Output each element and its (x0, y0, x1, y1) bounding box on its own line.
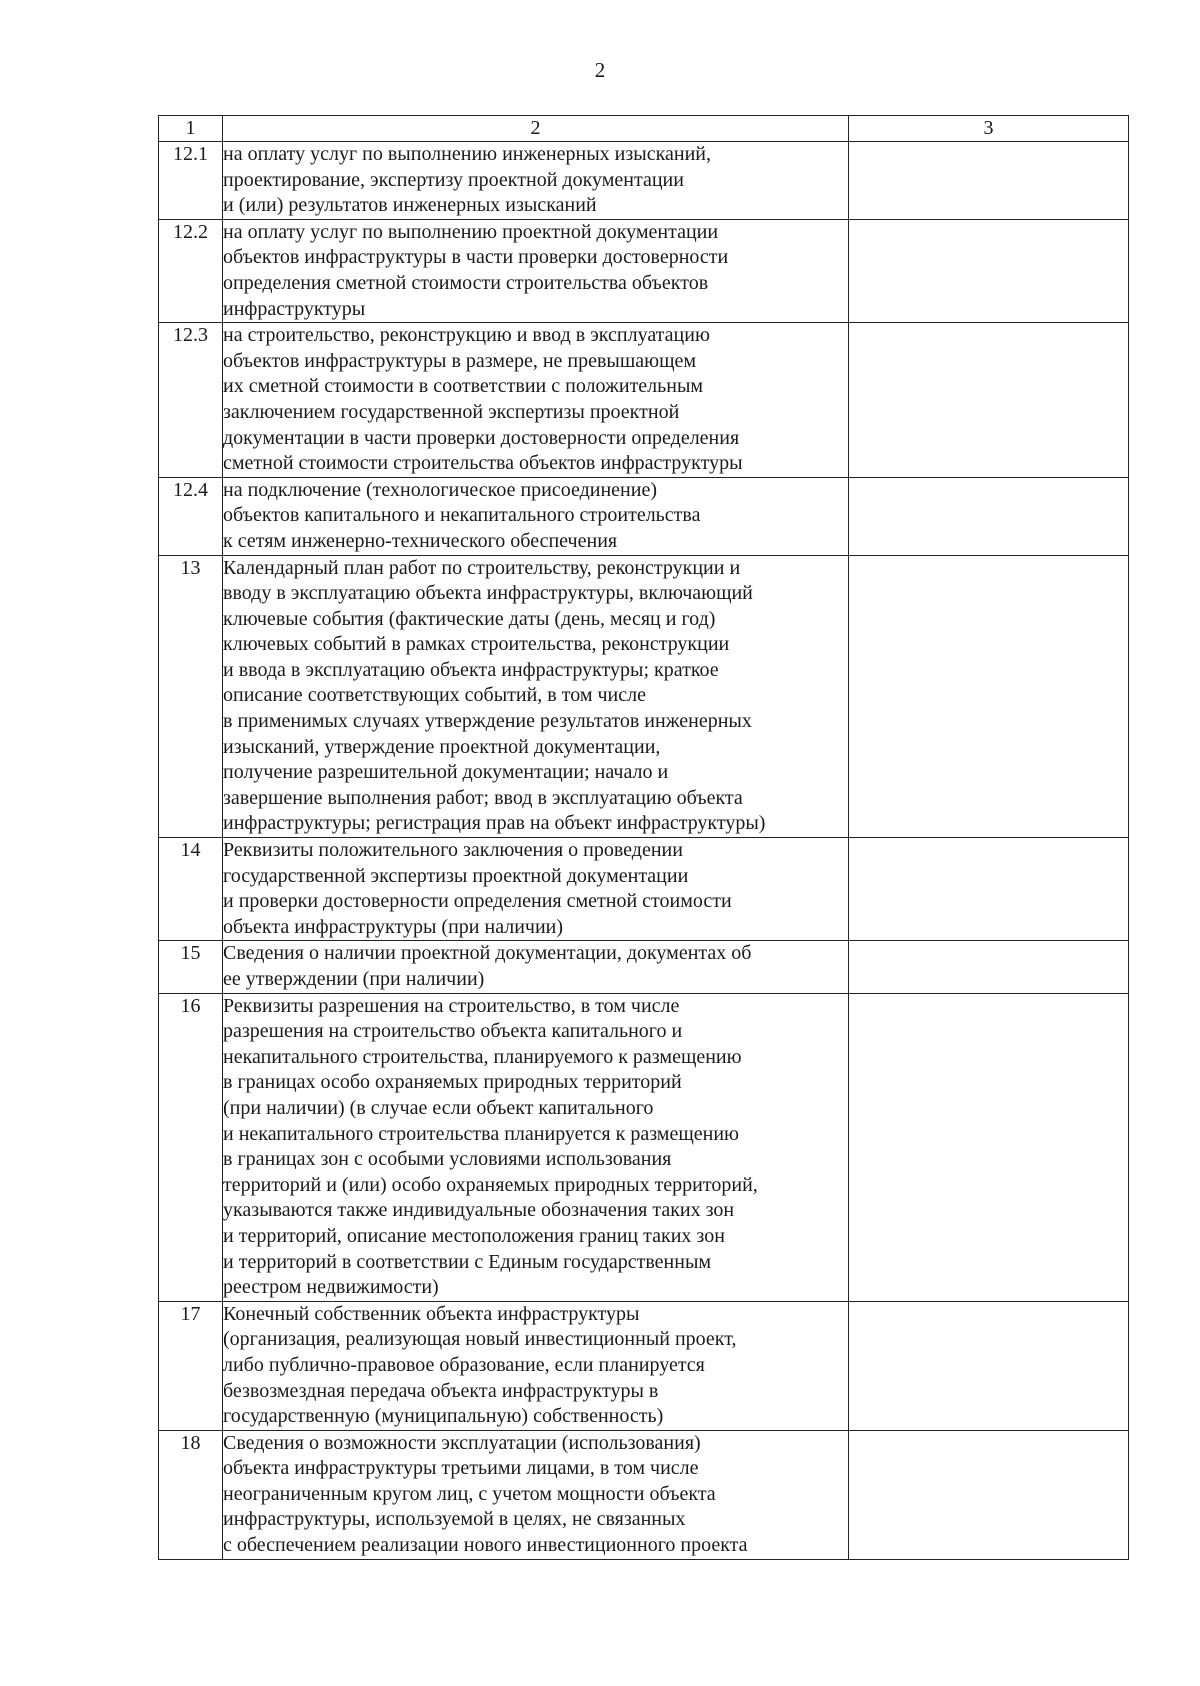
row-number: 12.2 (159, 219, 223, 322)
description-line: объектов инфраструктуры в размере, не превышающем (223, 349, 697, 372)
table-header (159, 116, 1129, 142)
row-value-cell (849, 1430, 1129, 1559)
description-line: и территорий, описание местоположения границ таких зон (223, 1224, 725, 1247)
row-value-cell (849, 941, 1129, 993)
row-description (223, 323, 849, 478)
description-line: Сведения о возможности эксплуатации (использования) (223, 1431, 701, 1454)
row-number: 15 (159, 941, 223, 993)
row-value-cell (849, 555, 1129, 838)
table-row (159, 477, 1129, 555)
description-line: на строительство, реконструкцию и ввод в эксплуатацию (223, 324, 710, 347)
description-line: Календарный план работ по строительству, реконструкции и (223, 556, 741, 579)
table-row (159, 555, 1129, 838)
row-description (223, 1430, 849, 1559)
description-line: к сетям инженерно-технического обеспечения (223, 529, 618, 552)
description-line: и некапитального строительства планируется к размещению (223, 1122, 739, 1145)
description-line: ключевые события (фактические даты (день, месяц и год) (223, 607, 716, 630)
description-line: объектов капитального и некапитального строительства (223, 504, 701, 527)
description-line: территорий и (или) особо охраняемых природных территорий, (223, 1173, 758, 1196)
table-body (159, 142, 1129, 1560)
row-description (223, 941, 849, 993)
description-line: и ввода в эксплуатацию объекта инфраструктуры; краткое (223, 658, 719, 681)
description-line: ее утверждении (при наличии) (223, 968, 485, 990)
description-line: некапитального строительства, планируемого к размещению (223, 1045, 742, 1068)
description-line: проектирование, экспертизу проектной документации (223, 168, 684, 191)
description-line: Реквизиты положительного заключения о проведении (223, 839, 683, 862)
description-line: инфраструктуры, используемой в целях, не связанных (223, 1508, 686, 1531)
description-line: и (или) результатов инженерных изысканий (223, 194, 597, 217)
description-line: в применимых случаях утверждение результатов инженерных (223, 710, 752, 733)
description-line: вводу в эксплуатацию объекта инфраструктуры, включающий (223, 582, 753, 605)
description-line: инфраструктуры; регистрация прав на объект инфраструктуры) (223, 812, 766, 835)
description-line: документации в части проверки достоверности определения (223, 426, 740, 449)
table-row (159, 838, 1129, 941)
row-number: 16 (159, 993, 223, 1301)
page-number: 2 (594, 58, 606, 82)
row-number: 12.1 (159, 142, 223, 220)
description-line: получение разрешительной документации; начало и (223, 761, 669, 784)
table-row (159, 941, 1129, 993)
description-line: заключением государственной экспертизы проектной (223, 400, 680, 423)
description-line: изысканий, утверждение проектной документации, (223, 735, 661, 758)
table-header-row (159, 116, 1129, 142)
description-line: объектов инфраструктуры в части проверки достоверности (223, 246, 729, 269)
row-value-cell (849, 219, 1129, 322)
description-line: и территорий в соответствии с Единым государственным (223, 1250, 712, 1273)
description-line: Конечный собственник объекта инфраструктуры (223, 1302, 640, 1325)
row-number: 12.4 (159, 477, 223, 555)
description-line: Реквизиты разрешения на строительство, в том числе (223, 994, 680, 1017)
row-description (223, 555, 849, 838)
description-line: на оплату услуг по выполнению проектной документации (223, 220, 719, 243)
description-line: реестром недвижимости) (223, 1276, 439, 1299)
description-line: неограниченным кругом лиц, с учетом мощности объекта (223, 1482, 716, 1505)
table-row (159, 1430, 1129, 1559)
row-description (223, 838, 849, 941)
row-number: 14 (159, 838, 223, 941)
row-number: 13 (159, 555, 223, 838)
table-row (159, 1301, 1129, 1430)
description-line: их сметной стоимости в соответствии с положительным (223, 375, 704, 398)
table-row (159, 142, 1129, 220)
description-line: и проверки достоверности определения сметной стоимости (223, 890, 732, 913)
description-line: описание соответствующих событий, в том числе (223, 684, 646, 707)
header-col-1: 1 (159, 116, 223, 142)
row-value-cell (849, 142, 1129, 220)
description-line: в границах зон с особыми условиями использования (223, 1148, 672, 1171)
description-line: государственную (муниципальную) собственность) (223, 1405, 664, 1428)
description-line: разрешения на строительство объекта капитального и (223, 1020, 683, 1043)
row-number: 12.3 (159, 323, 223, 478)
description-line: Сведения о наличии проектной документации, документах об (223, 942, 752, 965)
row-description (223, 142, 849, 220)
description-line: в границах особо охраняемых природных территорий (223, 1071, 682, 1094)
row-description (223, 477, 849, 555)
description-line: на оплату услуг по выполнению инженерных изысканий, (223, 143, 711, 165)
table-row (159, 323, 1129, 478)
description-line: ключевых событий в рамках строительства, реконструкции (223, 633, 730, 656)
description-line: указываются также индивидуальные обозначения таких зон (223, 1199, 735, 1222)
description-line: инфраструктуры (223, 297, 366, 320)
description-line: (организация, реализующая новый инвестиционный проект, (223, 1328, 737, 1351)
description-line: с обеспечением реализации нового инвестиционного проекта (223, 1534, 748, 1557)
description-line: на подключение (технологическое присоединение) (223, 478, 657, 501)
description-line: либо публично-правовое образование, если планируется (223, 1353, 705, 1376)
row-description (223, 993, 849, 1301)
header-col-3: 3 (849, 116, 1129, 142)
row-value-cell (849, 1301, 1129, 1430)
header-col-2: 2 (223, 116, 849, 142)
row-number: 17 (159, 1301, 223, 1430)
row-value-cell (849, 323, 1129, 478)
description-line: объекта инфраструктуры третьими лицами, в том числе (223, 1457, 699, 1480)
description-line: объекта инфраструктуры (при наличии) (223, 915, 564, 938)
table-row (159, 219, 1129, 322)
description-line: (при наличии) (в случае если объект капитального (223, 1096, 654, 1119)
row-value-cell (849, 838, 1129, 941)
description-line: завершение выполнения работ; ввод в эксплуатацию объекта (223, 786, 743, 809)
description-line: сметной стоимости строительства объектов инфраструктуры (223, 452, 743, 475)
row-value-cell (849, 477, 1129, 555)
description-line: государственной экспертизы проектной документации (223, 864, 689, 887)
row-value-cell (849, 993, 1129, 1301)
row-description (223, 219, 849, 322)
row-description (223, 1301, 849, 1430)
description-line: определения сметной стоимости строительства объектов (223, 271, 709, 294)
description-line: безвозмездная передача объекта инфраструктуры в (223, 1379, 659, 1402)
requirements-table (158, 115, 1129, 1560)
row-number: 18 (159, 1430, 223, 1559)
table-row (159, 993, 1129, 1301)
